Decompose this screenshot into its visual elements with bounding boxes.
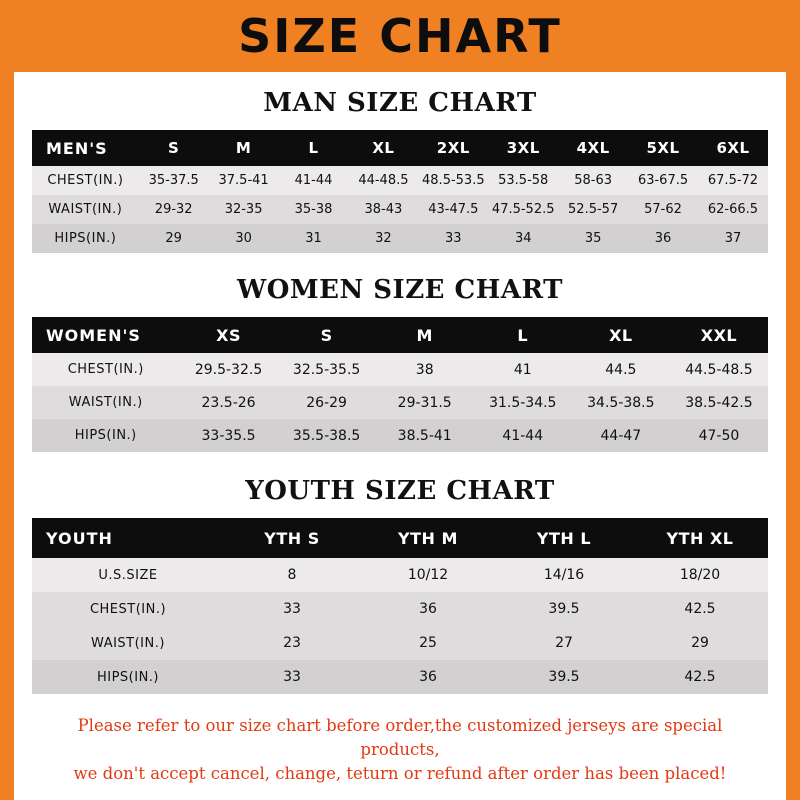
row-label: CHEST(IN.) bbox=[67, 362, 144, 377]
cell: 67.5-72 bbox=[707, 173, 759, 188]
women-section-title: WOMEN SIZE CHART bbox=[237, 275, 563, 305]
cell: 58-63 bbox=[574, 173, 613, 188]
row-label: CHEST(IN.) bbox=[89, 601, 167, 617]
cell: 33-35.5 bbox=[201, 427, 256, 444]
cell: 41-44 bbox=[502, 427, 544, 444]
cell: 37.5-41 bbox=[218, 173, 269, 188]
cell: 38.5-41 bbox=[397, 427, 452, 444]
cell: 32-35 bbox=[224, 202, 263, 217]
cell: 35-37.5 bbox=[148, 173, 199, 188]
cell: 57-62 bbox=[644, 202, 682, 217]
cell: 43-47.5 bbox=[428, 202, 479, 217]
column-header: XL bbox=[372, 139, 395, 157]
cell: 27 bbox=[555, 635, 573, 651]
cell: 25 bbox=[419, 635, 437, 651]
cell: 41 bbox=[513, 361, 532, 378]
table-row bbox=[32, 353, 768, 386]
youth-section-title: YOUTH SIZE CHART bbox=[245, 476, 555, 506]
man-size-table bbox=[32, 130, 768, 253]
table-row bbox=[32, 558, 768, 592]
cell: 63-67.5 bbox=[637, 173, 689, 188]
cell: 23 bbox=[283, 635, 301, 651]
table-row bbox=[32, 386, 768, 419]
cell: 42.5 bbox=[684, 601, 716, 617]
column-header: XS bbox=[216, 325, 241, 345]
table-row bbox=[32, 592, 768, 626]
cell: 35.5-38.5 bbox=[292, 427, 361, 444]
cell: 31.5-34.5 bbox=[489, 394, 557, 411]
cell: 31 bbox=[305, 231, 322, 246]
cell: 39.5 bbox=[548, 669, 580, 685]
table-row bbox=[32, 660, 768, 694]
table-row bbox=[32, 195, 768, 224]
cell: 38-43 bbox=[364, 202, 403, 217]
column-header: S bbox=[320, 325, 333, 345]
table-header-row bbox=[32, 518, 768, 558]
column-header: M bbox=[416, 325, 433, 345]
cell: 8 bbox=[287, 567, 297, 583]
table-row bbox=[32, 626, 768, 660]
cell: 44-47 bbox=[600, 427, 642, 444]
cell: 30 bbox=[235, 231, 252, 246]
cell: 35-38 bbox=[294, 202, 333, 217]
cell: 29 bbox=[691, 635, 709, 651]
cell: 44.5-48.5 bbox=[685, 361, 753, 378]
chart-content bbox=[14, 88, 786, 786]
row-label: U.S.SIZE bbox=[98, 567, 158, 583]
cell: 44.5 bbox=[605, 361, 637, 378]
cell: 48.5-53.5 bbox=[422, 173, 485, 188]
table-row bbox=[32, 224, 768, 253]
table-header-row bbox=[32, 317, 768, 353]
column-header: WOMEN'S bbox=[46, 325, 141, 345]
column-header: XXL bbox=[700, 325, 738, 345]
page-title: SIZE CHART bbox=[238, 9, 562, 63]
row-label: HIPS(IN.) bbox=[54, 231, 117, 246]
footer-note bbox=[32, 714, 768, 786]
cell: 34 bbox=[514, 231, 532, 246]
cell: 39.5 bbox=[548, 601, 580, 617]
column-header: YTH XL bbox=[666, 528, 734, 548]
cell: 38 bbox=[415, 361, 434, 378]
cell: 62-66.5 bbox=[707, 202, 759, 217]
cell: 34.5-38.5 bbox=[587, 394, 655, 411]
cell: 23.5-26 bbox=[201, 394, 256, 411]
cell: 26-29 bbox=[306, 394, 347, 411]
cell: 36 bbox=[419, 601, 437, 617]
column-header: YTH L bbox=[536, 528, 592, 548]
cell: 52.5-57 bbox=[568, 202, 619, 217]
row-label: CHEST(IN.) bbox=[47, 173, 124, 188]
cell: 36 bbox=[419, 669, 437, 685]
cell: 44-48.5 bbox=[358, 173, 409, 188]
cell: 37 bbox=[724, 231, 742, 246]
cell: 18/20 bbox=[679, 567, 721, 583]
column-header: YTH S bbox=[264, 528, 320, 548]
cell: 29 bbox=[165, 231, 182, 246]
row-label: WAIST(IN.) bbox=[91, 635, 165, 651]
column-header: YTH M bbox=[398, 528, 458, 548]
column-header: 3XL bbox=[506, 139, 540, 157]
cell: 29-32 bbox=[154, 202, 193, 217]
column-header: L bbox=[517, 325, 529, 345]
man-section-title: MAN SIZE CHART bbox=[263, 88, 537, 118]
column-header: 5XL bbox=[646, 139, 680, 157]
footer-line-2: we don't accept cancel, change, teturn or refund after order has been placed! bbox=[73, 763, 727, 783]
row-label: HIPS(IN.) bbox=[96, 669, 160, 685]
cell: 36 bbox=[654, 231, 672, 246]
cell: 29.5-32.5 bbox=[194, 361, 263, 378]
cell: 32.5-35.5 bbox=[292, 361, 361, 378]
row-label: HIPS(IN.) bbox=[74, 428, 137, 443]
cell: 33 bbox=[283, 601, 301, 617]
column-header: 2XL bbox=[436, 139, 470, 157]
cell: 47-50 bbox=[698, 427, 740, 444]
table-row bbox=[32, 419, 768, 452]
column-header: MEN'S bbox=[46, 138, 108, 158]
cell: 35 bbox=[584, 231, 602, 246]
column-header: YOUTH bbox=[46, 528, 113, 548]
footer-line-1: Please refer to our size chart before order,the customized jerseys are special products, bbox=[77, 716, 723, 759]
cell: 10/12 bbox=[407, 567, 449, 583]
cell: 14/16 bbox=[543, 567, 585, 583]
cell: 29-31.5 bbox=[397, 394, 452, 411]
cell: 41-44 bbox=[294, 173, 333, 188]
column-header: S bbox=[168, 139, 180, 157]
cell: 47.5-52.5 bbox=[491, 202, 555, 217]
cell: 32 bbox=[375, 231, 392, 246]
header-band bbox=[14, 0, 786, 72]
column-header: 4XL bbox=[576, 139, 610, 157]
cell: 38.5-42.5 bbox=[685, 394, 753, 411]
column-header: L bbox=[308, 139, 319, 157]
cell: 33 bbox=[283, 669, 301, 685]
row-label: WAIST(IN.) bbox=[68, 395, 143, 410]
youth-size-table bbox=[32, 518, 768, 694]
table-row bbox=[32, 166, 768, 195]
table-header-row bbox=[32, 130, 768, 166]
column-header: M bbox=[235, 139, 252, 157]
column-header: 6XL bbox=[716, 139, 750, 157]
women-size-table bbox=[32, 317, 768, 452]
cell: 53.5-58 bbox=[498, 173, 549, 188]
column-header: XL bbox=[609, 325, 633, 345]
row-label: WAIST(IN.) bbox=[48, 202, 123, 217]
cell: 42.5 bbox=[684, 669, 716, 685]
cell: 33 bbox=[445, 231, 462, 246]
